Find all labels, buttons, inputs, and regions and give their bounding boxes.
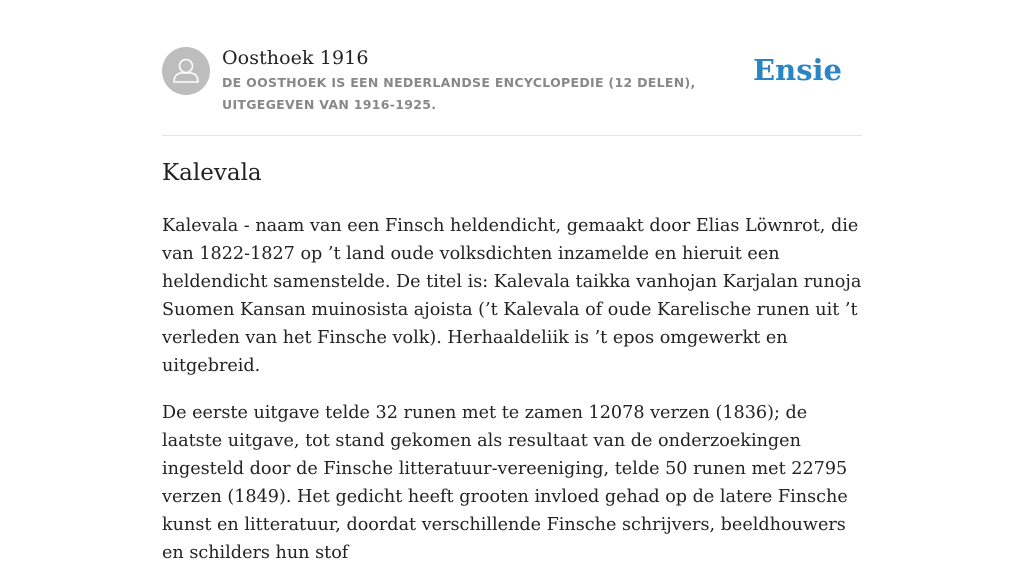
ensie-logo-link[interactable]: Ensie: [753, 53, 842, 87]
user-silhouette-icon: [162, 47, 210, 95]
source-header: [162, 46, 862, 136]
entry-body: [162, 212, 868, 586]
source-description: DE OOSTHOEK IS EEN NEDERLANDSE ENCYCLOPEDIE (12 DELEN), UITGEGEVEN VAN 1916-1925.: [222, 75, 696, 112]
entry-paragraph: De eerste uitgave telde 32 runen met te zamen 12078 verzen (1836); de laatste uitgave, tot stand gekomen als resultaat van de onderzoekingen ingesteld door de Finsche litteratuur-vereeniging, telde 50 runen met 22795 verzen (1849). Het gedicht heeft grooten invloed gehad op de latere Finsche kunst en litteratuur, doordat verschillende Finsche schrijvers, beeldhouwers en schilders hun stof: [162, 403, 848, 563]
header-divider: [162, 135, 862, 136]
entry-paragraph: Kalevala - naam van een Finsch heldendicht, gemaakt door Elias Löwnrot, die van 1822-1827 op ’t land oude volksdichten inzamelde en hieruit een heldendicht samenstelde. De titel is: Kalevala taikka vanhojan Karjalan runoja Suomen Kansan muinosista ajoista (’t Kalevala of oude Karelische runen uit ’t verleden van het Finsche volk). Herhaaldeliik is ’t epos omgewerkt en uitgebreid.: [162, 216, 862, 376]
entry-title: Kalevala: [162, 160, 262, 186]
source-title[interactable]: Oosthoek 1916: [222, 47, 369, 69]
source-avatar[interactable]: [162, 47, 210, 95]
